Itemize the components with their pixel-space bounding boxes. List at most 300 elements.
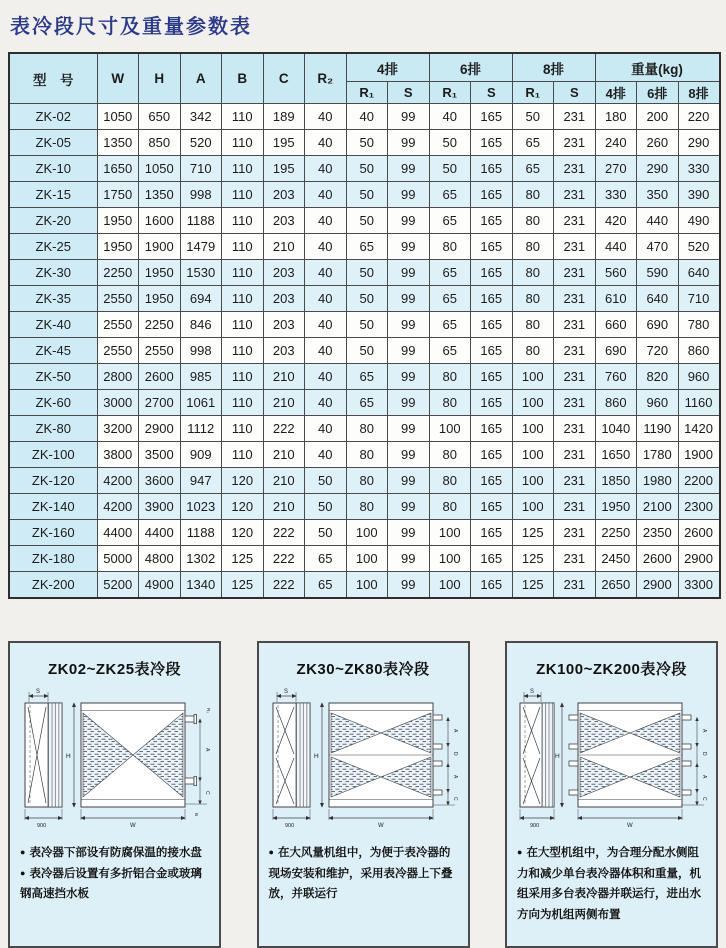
col-header-s: S <box>471 82 513 104</box>
value-cell: 80 <box>429 494 471 520</box>
value-cell: 3500 <box>139 442 181 468</box>
dim-label-depth: 900 <box>529 823 539 829</box>
value-cell: 40 <box>305 416 347 442</box>
value-cell: 2100 <box>637 494 679 520</box>
value-cell: 440 <box>637 208 679 234</box>
value-cell: 3800 <box>97 442 139 468</box>
value-cell: 1061 <box>180 390 222 416</box>
value-cell: 100 <box>346 520 388 546</box>
value-cell: 100 <box>512 390 554 416</box>
value-cell: 80 <box>429 390 471 416</box>
value-cell: 1600 <box>139 208 181 234</box>
value-cell: 165 <box>471 312 513 338</box>
value-cell: 50 <box>346 208 388 234</box>
value-cell: 5000 <box>97 546 139 572</box>
value-cell: 1750 <box>97 182 139 208</box>
table-row <box>9 130 720 156</box>
value-cell: 189 <box>263 104 305 130</box>
value-cell: 99 <box>388 546 430 572</box>
dim-label-w: W <box>626 823 633 829</box>
value-cell: 165 <box>471 182 513 208</box>
value-cell: 65 <box>429 182 471 208</box>
bullet-icon: ● <box>517 847 523 857</box>
value-cell: 40 <box>305 156 347 182</box>
value-cell: 2550 <box>97 338 139 364</box>
value-cell: 40 <box>429 104 471 130</box>
panel-notes <box>10 841 219 905</box>
value-cell: 80 <box>512 234 554 260</box>
value-cell: 4200 <box>97 468 139 494</box>
dim-label-c: C <box>203 791 210 795</box>
value-cell: 65 <box>429 286 471 312</box>
value-cell: 203 <box>263 208 305 234</box>
value-cell: 80 <box>512 260 554 286</box>
value-cell: 165 <box>471 572 513 599</box>
value-cell: 909 <box>180 442 222 468</box>
table-row <box>9 182 720 208</box>
panel-title: ZK30~ZK80表冷段 <box>296 661 430 678</box>
value-cell: 610 <box>595 286 637 312</box>
value-cell: 50 <box>346 182 388 208</box>
value-cell: 110 <box>222 338 264 364</box>
value-cell: 100 <box>512 416 554 442</box>
value-cell: 2600 <box>678 520 720 546</box>
value-cell: 1050 <box>97 104 139 130</box>
value-cell: 110 <box>222 156 264 182</box>
value-cell: 99 <box>388 182 430 208</box>
value-cell: 270 <box>595 156 637 182</box>
panel-title: ZK02~ZK25表冷段 <box>47 661 182 678</box>
value-cell: 1530 <box>180 260 222 286</box>
note-text: 在大风量机组中，为便于表冷器的现场安装和维护，采用表冷器上下叠放，并联运行 <box>268 847 453 901</box>
value-cell: 520 <box>678 234 720 260</box>
value-cell: 210 <box>263 494 305 520</box>
value-cell: 80 <box>346 494 388 520</box>
value-cell: 99 <box>388 338 430 364</box>
model-cell: ZK-40 <box>9 312 97 338</box>
value-cell: 165 <box>471 156 513 182</box>
value-cell: 1050 <box>139 156 181 182</box>
col-header-w: W <box>97 53 139 104</box>
table-row <box>9 156 720 182</box>
value-cell: 99 <box>388 468 430 494</box>
value-cell: 1479 <box>180 234 222 260</box>
value-cell: 65 <box>429 338 471 364</box>
value-cell: 125 <box>512 572 554 599</box>
dim-label-s: S <box>529 689 534 695</box>
value-cell: 694 <box>180 286 222 312</box>
value-cell: 222 <box>263 520 305 546</box>
value-cell: 100 <box>429 520 471 546</box>
value-cell: 195 <box>263 156 305 182</box>
panel-zk100-zk200 <box>505 641 718 948</box>
value-cell: 120 <box>222 494 264 520</box>
value-cell: 960 <box>678 364 720 390</box>
value-cell: 231 <box>554 338 596 364</box>
value-cell: 1950 <box>97 234 139 260</box>
value-cell: 231 <box>554 494 596 520</box>
value-cell: 1023 <box>180 494 222 520</box>
note-item <box>20 864 209 905</box>
value-cell: 80 <box>429 468 471 494</box>
value-cell: 760 <box>595 364 637 390</box>
value-cell: 99 <box>388 442 430 468</box>
value-cell: 4200 <box>97 494 139 520</box>
value-cell: 222 <box>263 546 305 572</box>
table-row <box>9 390 720 416</box>
value-cell: 4400 <box>97 520 139 546</box>
value-cell: 110 <box>222 104 264 130</box>
value-cell: 100 <box>512 364 554 390</box>
value-cell: 110 <box>222 234 264 260</box>
col-header-c: C <box>263 53 305 104</box>
table-row <box>9 338 720 364</box>
value-cell: 203 <box>263 286 305 312</box>
value-cell: 1160 <box>678 390 720 416</box>
value-cell: 690 <box>595 338 637 364</box>
value-cell: 231 <box>554 442 596 468</box>
dim-label-b: B <box>193 813 199 817</box>
panel-notes <box>259 841 468 905</box>
table-row <box>9 520 720 546</box>
dim-label-a-lower: A <box>452 775 458 779</box>
value-cell: 947 <box>180 468 222 494</box>
value-cell: 490 <box>678 208 720 234</box>
table-header <box>9 53 720 104</box>
model-cell: ZK-100 <box>9 442 97 468</box>
value-cell: 1950 <box>97 208 139 234</box>
value-cell: 210 <box>263 364 305 390</box>
dim-label-c: C <box>452 797 458 801</box>
value-cell: 40 <box>305 364 347 390</box>
value-cell: 231 <box>554 104 596 130</box>
dim-label-h: H <box>314 753 319 760</box>
value-cell: 330 <box>678 156 720 182</box>
value-cell: 165 <box>471 494 513 520</box>
col-header-s: S <box>388 82 430 104</box>
model-cell: ZK-140 <box>9 494 97 520</box>
value-cell: 2550 <box>97 312 139 338</box>
value-cell: 165 <box>471 390 513 416</box>
value-cell: 40 <box>305 442 347 468</box>
dim-label-a-lower: A <box>700 775 707 779</box>
value-cell: 650 <box>139 104 181 130</box>
value-cell: 231 <box>554 208 596 234</box>
value-cell: 1040 <box>595 416 637 442</box>
value-cell: 99 <box>388 234 430 260</box>
value-cell: 80 <box>512 182 554 208</box>
diagram-panels <box>8 641 718 948</box>
value-cell: 195 <box>263 130 305 156</box>
col-header-weight-6: 6排 <box>637 82 679 104</box>
value-cell: 231 <box>554 182 596 208</box>
value-cell: 3900 <box>139 494 181 520</box>
value-cell: 100 <box>429 572 471 599</box>
value-cell: 850 <box>139 130 181 156</box>
value-cell: 110 <box>222 208 264 234</box>
value-cell: 860 <box>595 390 637 416</box>
table-row <box>9 260 720 286</box>
value-cell: 99 <box>388 364 430 390</box>
model-cell: ZK-45 <box>9 338 97 364</box>
value-cell: 231 <box>554 390 596 416</box>
value-cell: 165 <box>471 338 513 364</box>
table-row <box>9 494 720 520</box>
dim-label-h: H <box>554 753 560 760</box>
model-cell: ZK-50 <box>9 364 97 390</box>
cooling-section-diagram-bilateral <box>514 683 710 841</box>
model-cell: ZK-180 <box>9 546 97 572</box>
value-cell: 231 <box>554 468 596 494</box>
value-cell: 110 <box>222 182 264 208</box>
value-cell: 2700 <box>139 390 181 416</box>
value-cell: 560 <box>595 260 637 286</box>
value-cell: 2350 <box>637 520 679 546</box>
col-header-r1: R₁ <box>429 82 471 104</box>
value-cell: 998 <box>180 182 222 208</box>
value-cell: 2800 <box>97 364 139 390</box>
value-cell: 2300 <box>678 494 720 520</box>
value-cell: 99 <box>388 416 430 442</box>
spec-table <box>8 52 721 599</box>
value-cell: 165 <box>471 416 513 442</box>
value-cell: 99 <box>388 520 430 546</box>
model-cell: ZK-05 <box>9 130 97 156</box>
value-cell: 2900 <box>637 572 679 599</box>
value-cell: 710 <box>180 156 222 182</box>
value-cell: 1112 <box>180 416 222 442</box>
value-cell: 80 <box>346 416 388 442</box>
value-cell: 65 <box>346 390 388 416</box>
value-cell: 2600 <box>139 364 181 390</box>
table-row <box>9 546 720 572</box>
value-cell: 440 <box>595 234 637 260</box>
dim-label-s: S <box>35 689 40 695</box>
value-cell: 200 <box>637 104 679 130</box>
col-header-r1: R₁ <box>512 82 554 104</box>
value-cell: 231 <box>554 416 596 442</box>
value-cell: 1650 <box>595 442 637 468</box>
value-cell: 231 <box>554 572 596 599</box>
note-text: 表冷器后设置有多折铝合金或玻璃钢高速挡水板 <box>20 867 202 901</box>
value-cell: 40 <box>305 390 347 416</box>
value-cell: 110 <box>222 442 264 468</box>
value-cell: 260 <box>637 130 679 156</box>
value-cell: 180 <box>595 104 637 130</box>
table-row <box>9 286 720 312</box>
value-cell: 40 <box>305 312 347 338</box>
value-cell: 110 <box>222 416 264 442</box>
value-cell: 1650 <box>97 156 139 182</box>
model-cell: ZK-10 <box>9 156 97 182</box>
value-cell: 99 <box>388 130 430 156</box>
value-cell: 125 <box>222 572 264 599</box>
note-item <box>517 843 706 926</box>
col-group-8rows: 8排 <box>512 53 595 82</box>
value-cell: 520 <box>180 130 222 156</box>
dim-label-c: C <box>700 797 707 801</box>
panel-title: ZK100~ZK200表冷段 <box>536 661 687 678</box>
value-cell: 210 <box>263 468 305 494</box>
table-row <box>9 572 720 599</box>
value-cell: 50 <box>305 494 347 520</box>
value-cell: 420 <box>595 208 637 234</box>
dim-label-w: W <box>378 823 384 829</box>
value-cell: 165 <box>471 260 513 286</box>
table-row <box>9 104 720 130</box>
value-cell: 1190 <box>637 416 679 442</box>
value-cell: 2450 <box>595 546 637 572</box>
value-cell: 50 <box>512 104 554 130</box>
page-title: 表冷段尺寸及重量参数表 <box>10 16 252 38</box>
value-cell: 1950 <box>139 260 181 286</box>
value-cell: 720 <box>637 338 679 364</box>
value-cell: 110 <box>222 260 264 286</box>
model-cell: ZK-15 <box>9 182 97 208</box>
value-cell: 203 <box>263 338 305 364</box>
model-cell: ZK-20 <box>9 208 97 234</box>
model-cell: ZK-60 <box>9 390 97 416</box>
value-cell: 231 <box>554 156 596 182</box>
model-cell: ZK-30 <box>9 260 97 286</box>
note-item <box>20 843 209 864</box>
value-cell: 846 <box>180 312 222 338</box>
col-group-4rows: 4排 <box>346 53 429 82</box>
model-cell: ZK-80 <box>9 416 97 442</box>
table-row <box>9 364 720 390</box>
value-cell: 590 <box>637 260 679 286</box>
value-cell: 290 <box>678 130 720 156</box>
value-cell: 210 <box>263 234 305 260</box>
value-cell: 80 <box>512 312 554 338</box>
value-cell: 110 <box>222 286 264 312</box>
value-cell: 40 <box>305 130 347 156</box>
col-header-a: A <box>180 53 222 104</box>
value-cell: 1900 <box>678 442 720 468</box>
value-cell: 99 <box>388 104 430 130</box>
dim-label-w: W <box>129 823 136 829</box>
value-cell: 120 <box>222 520 264 546</box>
table-row <box>9 312 720 338</box>
value-cell: 65 <box>512 130 554 156</box>
value-cell: 80 <box>346 442 388 468</box>
value-cell: 1188 <box>180 208 222 234</box>
value-cell: 40 <box>305 338 347 364</box>
value-cell: 1302 <box>180 546 222 572</box>
value-cell: 3300 <box>678 572 720 599</box>
value-cell: 110 <box>222 364 264 390</box>
value-cell: 222 <box>263 572 305 599</box>
value-cell: 3000 <box>97 390 139 416</box>
value-cell: 165 <box>471 546 513 572</box>
value-cell: 40 <box>346 104 388 130</box>
col-header-s: S <box>554 82 596 104</box>
value-cell: 165 <box>471 286 513 312</box>
value-cell: 165 <box>471 104 513 130</box>
value-cell: 100 <box>346 572 388 599</box>
model-cell: ZK-25 <box>9 234 97 260</box>
value-cell: 65 <box>512 156 554 182</box>
value-cell: 2550 <box>97 286 139 312</box>
dim-label-h: H <box>65 753 71 760</box>
col-group-6rows: 6排 <box>429 53 512 82</box>
value-cell: 40 <box>305 234 347 260</box>
table-row <box>9 416 720 442</box>
bullet-icon: ● <box>268 847 274 857</box>
dim-label-a-upper: A <box>452 729 458 733</box>
value-cell: 1340 <box>180 572 222 599</box>
value-cell: 99 <box>388 156 430 182</box>
value-cell: 165 <box>471 208 513 234</box>
value-cell: 99 <box>388 494 430 520</box>
value-cell: 660 <box>595 312 637 338</box>
panel-zk30-zk80 <box>257 641 470 948</box>
value-cell: 110 <box>222 312 264 338</box>
value-cell: 165 <box>471 468 513 494</box>
value-cell: 231 <box>554 520 596 546</box>
value-cell: 110 <box>222 130 264 156</box>
value-cell: 4800 <box>139 546 181 572</box>
value-cell: 80 <box>429 234 471 260</box>
value-cell: 210 <box>263 442 305 468</box>
value-cell: 1950 <box>595 494 637 520</box>
note-text: 表冷器下部设有防腐保温的接水盘 <box>29 847 202 859</box>
value-cell: 2550 <box>139 338 181 364</box>
dim-label-depth: 900 <box>36 823 46 829</box>
value-cell: 1980 <box>637 468 679 494</box>
col-header-r1: R₁ <box>346 82 388 104</box>
table-row <box>9 468 720 494</box>
value-cell: 40 <box>305 208 347 234</box>
value-cell: 342 <box>180 104 222 130</box>
value-cell: 390 <box>678 182 720 208</box>
value-cell: 65 <box>346 234 388 260</box>
value-cell: 330 <box>595 182 637 208</box>
value-cell: 470 <box>637 234 679 260</box>
dim-label-a-upper: A <box>700 729 707 733</box>
value-cell: 4900 <box>139 572 181 599</box>
panel-notes <box>507 841 716 926</box>
value-cell: 960 <box>637 390 679 416</box>
table-body <box>9 104 720 599</box>
value-cell: 1900 <box>139 234 181 260</box>
value-cell: 50 <box>346 338 388 364</box>
value-cell: 99 <box>388 572 430 599</box>
value-cell: 203 <box>263 260 305 286</box>
value-cell: 210 <box>263 390 305 416</box>
value-cell: 640 <box>637 286 679 312</box>
value-cell: 40 <box>305 260 347 286</box>
value-cell: 65 <box>429 312 471 338</box>
note-text: 在大型机组中，为合理分配水侧阻力和减少单台表冷器体积和重量，机组采用多台表冷器并联运行，进出水方向为机组两侧布置 <box>517 847 701 922</box>
dim-label-s: S <box>284 689 289 695</box>
value-cell: 1350 <box>139 182 181 208</box>
col-header-weight-8: 8排 <box>678 82 720 104</box>
value-cell: 50 <box>429 156 471 182</box>
value-cell: 222 <box>263 416 305 442</box>
value-cell: 220 <box>678 104 720 130</box>
value-cell: 203 <box>263 182 305 208</box>
col-header-h: H <box>139 53 181 104</box>
value-cell: 231 <box>554 312 596 338</box>
value-cell: 50 <box>305 520 347 546</box>
value-cell: 99 <box>388 286 430 312</box>
value-cell: 2250 <box>97 260 139 286</box>
col-header-b: B <box>222 53 264 104</box>
value-cell: 165 <box>471 520 513 546</box>
value-cell: 125 <box>222 546 264 572</box>
panel-zk02-zk25 <box>8 641 221 948</box>
